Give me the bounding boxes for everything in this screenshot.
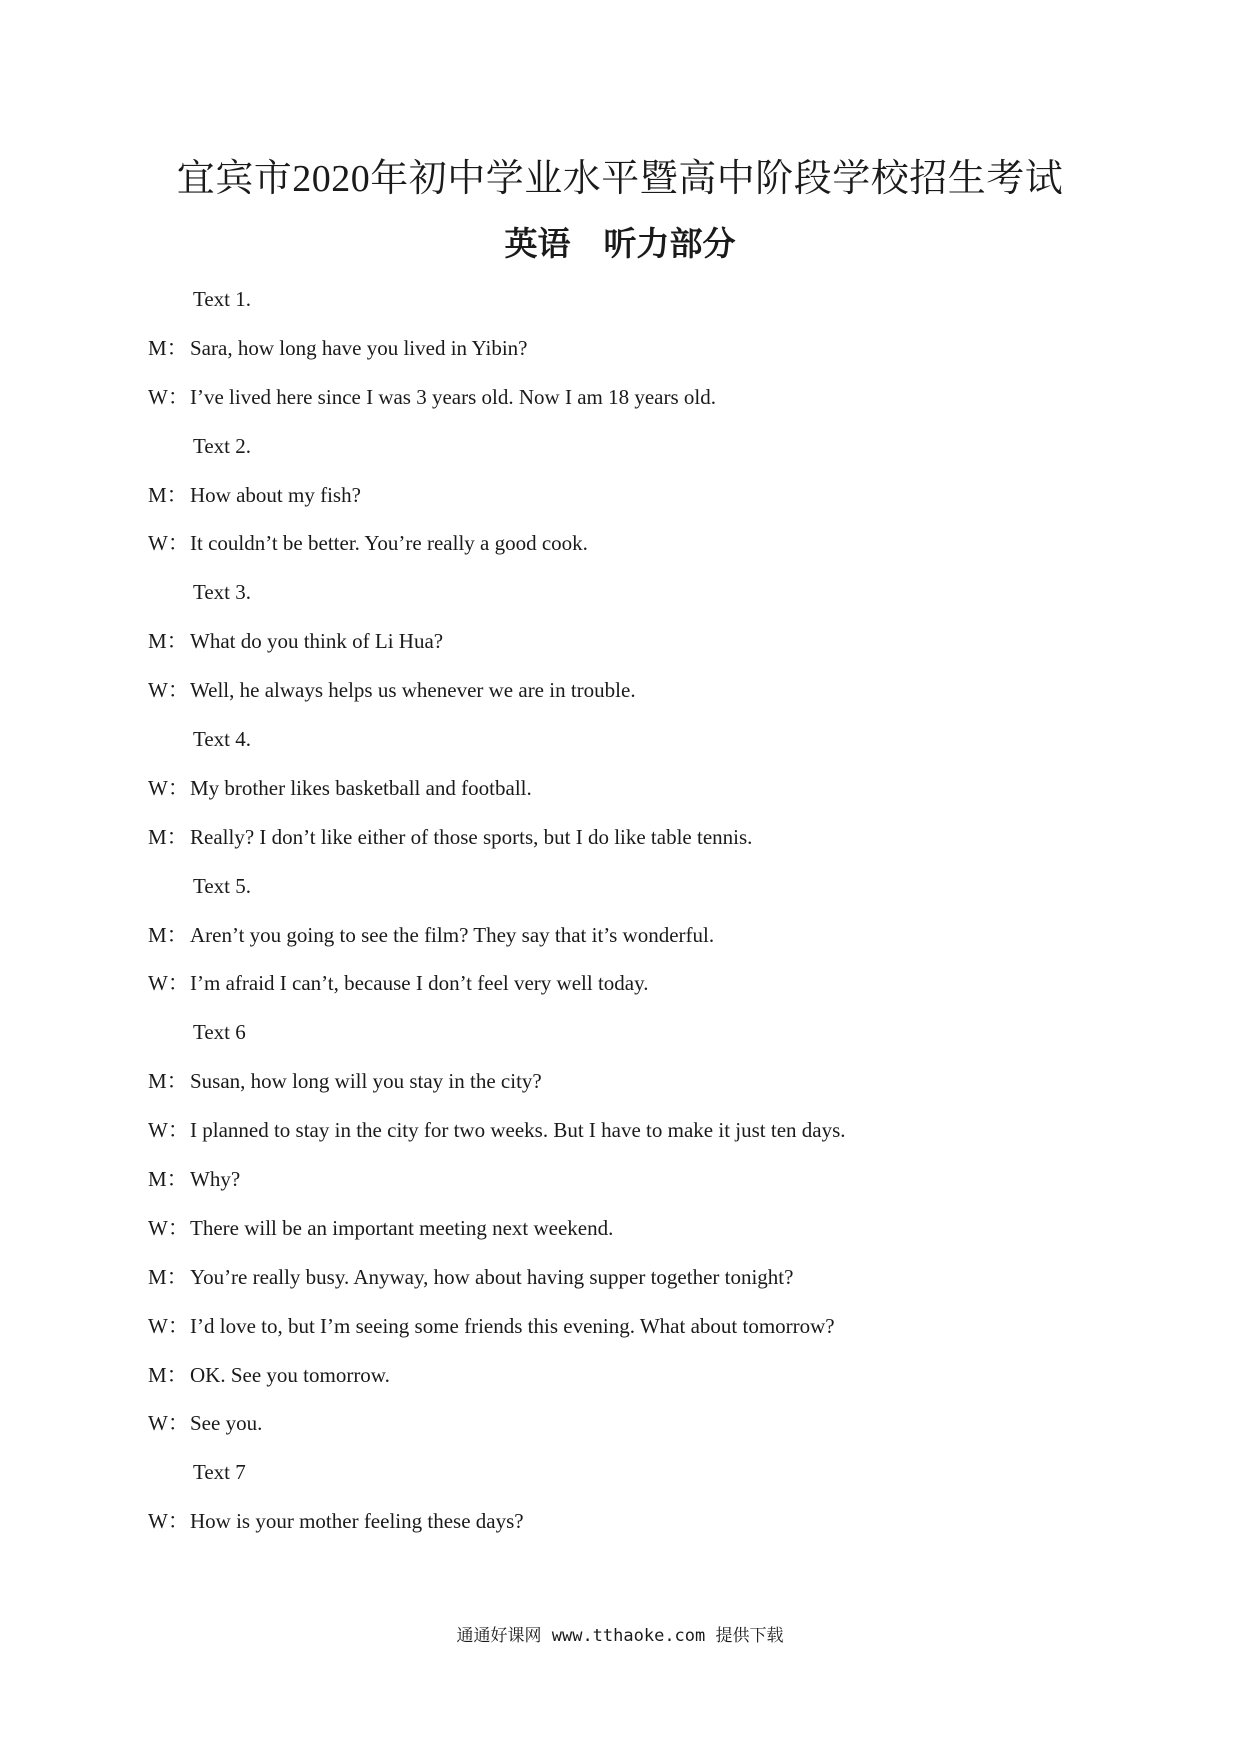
dialog-line	[0, 676, 1240, 725]
text-heading	[0, 1018, 1240, 1067]
speaker-label: M：	[148, 335, 188, 360]
dialog-line	[0, 481, 1240, 530]
dialog-line	[0, 627, 1240, 676]
dialog-line	[0, 823, 1240, 872]
text-heading	[0, 578, 1240, 627]
dialog-line	[0, 1312, 1240, 1361]
footer-download-note: 通通好课网 www.tthaoke.com 提供下载	[456, 1626, 784, 1646]
dialog-text: See you.	[190, 1411, 263, 1436]
text-heading-label: Text 5.	[193, 873, 252, 898]
dialog-line	[0, 1116, 1240, 1165]
dialog-line	[0, 1263, 1240, 1312]
text-heading-label: Text 1.	[193, 287, 252, 311]
dialog-text: I planned to stay in the city for two weeks. But I have to make it just ten days.	[190, 1118, 846, 1143]
dialog-line	[0, 1361, 1240, 1410]
speaker-label: W：	[148, 384, 189, 409]
page-subtitle: 英语 听力部分	[504, 224, 736, 263]
dialog-text: I’d love to, but I’m seeing some friends this evening. What about tomorrow?	[190, 1313, 835, 1338]
dialog-line	[0, 529, 1240, 578]
dialog-text: Really? I don’t like either of those sports, but I do like table tennis.	[190, 824, 753, 849]
text-heading-label: Text 7	[193, 1460, 246, 1485]
speaker-label: W：	[148, 1313, 189, 1338]
speaker-label: W：	[148, 1411, 189, 1436]
dialog-line	[0, 334, 1240, 383]
dialog-text: It couldn’t be better. You’re really a good cook.	[190, 531, 588, 556]
speaker-label: W：	[148, 678, 189, 703]
dialog-line	[0, 1214, 1240, 1263]
dialog-line	[0, 969, 1240, 1018]
dialog-text: My brother likes basketball and football.	[190, 775, 532, 800]
dialog-text: I’m afraid I can’t, because I don’t feel very well today.	[190, 971, 649, 996]
text-heading-label: Text 3.	[193, 580, 252, 605]
dialog-text: You’re really busy. Anyway, how about having supper together tonight?	[190, 1264, 794, 1289]
speaker-label: W：	[148, 1118, 189, 1143]
speaker-label: W：	[148, 531, 189, 556]
dialog-text: How is your mother feeling these days?	[190, 1509, 524, 1534]
transcript-body	[0, 285, 1240, 1556]
dialog-text: What do you think of Li Hua?	[190, 629, 444, 654]
dialog-line	[0, 1409, 1240, 1458]
dialog-text: I’ve lived here since I was 3 years old. Now I am 18 years old.	[190, 384, 716, 409]
dialog-line	[0, 1067, 1240, 1116]
dialog-line	[0, 383, 1240, 432]
text-heading	[0, 285, 1240, 334]
dialog-line	[0, 1507, 1240, 1556]
dialog-text: There will be an important meeting next weekend.	[190, 1215, 614, 1240]
text-heading-label: Text 4.	[193, 727, 252, 752]
dialog-text: Aren’t you going to see the film? They say that it’s wonderful.	[190, 922, 715, 947]
page-title: 宜宾市2020年初中学业水平暨高中阶段学校招生考试	[176, 158, 1064, 200]
speaker-label: W：	[148, 971, 189, 996]
speaker-label: M：	[148, 482, 188, 507]
dialog-line	[0, 1165, 1240, 1214]
speaker-label: M：	[148, 1069, 188, 1094]
dialog-text: Well, he always helps us whenever we are in trouble.	[190, 678, 636, 703]
speaker-label: M：	[148, 824, 188, 849]
dialog-text: How about my fish?	[190, 482, 361, 507]
dialog-text: OK. See you tomorrow.	[190, 1362, 390, 1387]
speaker-label: M：	[148, 1264, 188, 1289]
speaker-label: M：	[148, 922, 188, 947]
text-heading-label: Text 2.	[193, 433, 252, 458]
text-heading	[0, 872, 1240, 921]
text-heading	[0, 1458, 1240, 1507]
speaker-label: M：	[148, 1167, 188, 1192]
text-heading-label: Text 6	[193, 1020, 246, 1045]
speaker-label: M：	[148, 629, 188, 654]
dialog-line	[0, 774, 1240, 823]
text-heading	[0, 725, 1240, 774]
dialog-text: Why?	[190, 1167, 241, 1192]
speaker-label: W：	[148, 1215, 189, 1240]
speaker-label: M：	[148, 1362, 188, 1387]
dialog-text: Sara, how long have you lived in Yibin?	[190, 335, 528, 360]
dialog-text: Susan, how long will you stay in the city?	[190, 1069, 542, 1094]
speaker-label: W：	[148, 775, 189, 800]
text-heading	[0, 432, 1240, 481]
dialog-line	[0, 921, 1240, 970]
speaker-label: W：	[148, 1509, 189, 1534]
